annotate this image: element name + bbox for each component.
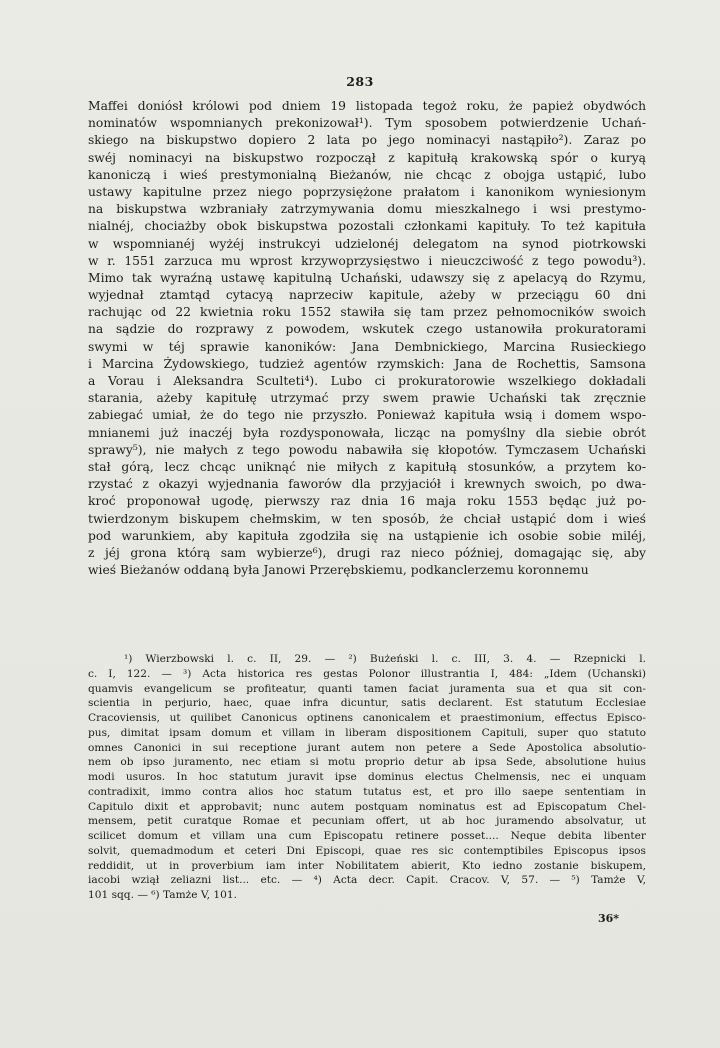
printer-signature-mark: 36* <box>598 912 620 925</box>
footnote-line: omnes Canonici in sui receptione jurant autem non petere a Sede Apostolica absolutio- <box>88 741 646 754</box>
body-line: nominatów wspomnianych prekonizował¹). Tym sposobem potwierdzenie Uchań- <box>88 116 646 131</box>
body-line: skiego na biskupstwo dopiero 2 lata po jego nominacyi nastąpiło²). Zaraz po <box>88 133 646 148</box>
body-line: kroć proponował ugodę, pierwszy raz dnia 16 maja roku 1553 będąc już po- <box>88 494 646 509</box>
body-line: nialnéj, chociażby obok biskupstwa pozostali członkami kapituły. To też kapituła <box>88 219 646 234</box>
body-line: wyjednał ztamtąd cytacyą naprzeciw kapitule, ażeby w przeciągu 60 dni <box>88 288 646 303</box>
body-line: pod warunkiem, aby kapituła zgodziła się na ustąpienie ich osobie sobie miléj, <box>88 528 646 543</box>
body-line: a Vorau i Aleksandra Sculteti⁴). Lubo ci prokuratorowie wszelkiego dokładali <box>88 374 646 388</box>
footnote-line: mensem, petit curatque Romae et pecuniam offert, ut ab hoc juramendo absolvatur, ut <box>88 815 646 828</box>
footnotes <box>88 652 646 903</box>
body-line: swéj nominacyi na biskupstwo rozpoczął z kapitułą krakowską spór o kuryą <box>88 150 646 165</box>
body-line: starania, ażeby kapitułę utrzymać przy swem prawie Uchański tak zręcznie <box>88 391 646 406</box>
footnote-line: scientia in perjurio, haec, quae infra dicuntur, satis declarent. Est statutum Ecclesiae <box>88 697 646 710</box>
body-text <box>88 98 646 579</box>
footnote-line: quamvis evangelicum se profiteatur, quanti tamen faciat juramenta sua et qua sit con- <box>88 682 646 695</box>
body-line: w r. 1551 zarzuca mu wprost krzywoprzysięstwo i nieuczciwość z tego powodu³). <box>88 253 646 268</box>
body-line: mnianemi już inaczéj była rozdysponowała, licząc na pomyślny dla siebie obrót <box>88 425 646 440</box>
body-line: swymi w téj sprawie kanoników: Jana Dembnickiego, Marcina Rusieckiego <box>88 339 646 354</box>
footnote-line: ¹) Wierzbowski l. c. II, 29. — ²) Bużeński l. c. III, 3. 4. — Rzepnicki l. <box>124 653 646 665</box>
body-line: kanoniczą i wieś prestymonialną Bieżanów, nie chcąc z obojga ustąpić, lubo <box>88 167 646 182</box>
body-line: zabiegać umiał, że do tego nie przyszło. Ponieważ kapituła wsią i domem wspo- <box>88 408 646 423</box>
footnote-line: scilicet domum et villam una cum Episcopatu retinere posset.... Neque debita libenter <box>88 830 646 842</box>
footnote-line: solvit, quemadmodum et ceteri Dni Episcopi, quae res sic contemptibiles Episcopus ipsos <box>88 844 646 857</box>
footnote-line: 101 sqq. — ⁶) Tamże V, 101. <box>88 889 237 901</box>
body-line: stał górą, lecz chcąc uniknąć nie miłych z kapitułą stosunków, a przytem ko- <box>88 459 646 474</box>
body-line: rzystać z okazyi wyjednania faworów dla przyjaciół i krewnych swoich, po dwa- <box>88 477 646 492</box>
page-number: 283 <box>346 74 374 89</box>
footnote-line: reddidit, ut in proverbium iam inter Nobilitatem abierit, Kto iedno zostanie biskupem, <box>88 859 646 872</box>
footnote-line: Cracoviensis, ut quilibet Canonicus optinens canonicalem et praestimonium, effectus Episco- <box>88 712 646 724</box>
body-line: i Marcina Żydowskiego, tudzież agentów rzymskich: Jana de Rochettis, Samsona <box>88 356 646 371</box>
footnote-line: contradixit, immo contra alios hoc statum tutatus est, et pro illo saepe sententiam in <box>88 785 646 798</box>
body-line: sprawy⁵), nie małych z tego powodu nabawiła się kłopotów. Tymczasem Uchański <box>88 442 646 457</box>
body-line: na biskupstwa wzbraniały zatrzymywania domu mieszkalnego i wsi prestymo- <box>88 202 646 217</box>
body-line: wieś Bieżanów oddaną była Janowi Przerębskiemu, podkanclerzemu koronnemu <box>88 563 589 578</box>
footnote-line: Capitulo dixit et approbavit; nunc autem postquam nominatus est ad Episcopatum Chel- <box>88 800 646 813</box>
footnote-line: pus, dimitat ipsam domum et villam in liberam dispositionem Capituli, super quo statuto <box>88 726 646 739</box>
body-line: rachując od 22 kwietnia roku 1552 stawiła się tam przez pełnomocników swoich <box>88 305 646 320</box>
footnote-line: modi usuros. In hoc statutum juravit ipse dominus electus Chelmensis, nec ei unquam <box>88 771 646 783</box>
body-line: Mimo tak wyraźną ustawę kapitulną Uchański, udawszy się z apelacyą do Rzymu, <box>88 270 646 285</box>
footnote-line: iacobi wziął zeliazni list... etc. — ⁴) Acta decr. Capit. Cracov. V, 57. — ⁵) Tamże V, <box>88 874 646 887</box>
body-line: ustawy kapitulne przez niego poprzysiężone prałatom i kanonikom wyniesionym <box>88 184 646 199</box>
footnote-line: nem ob ipso juramento, nec etiam si motu proprio detur ab ipsa Sede, absolutione huius <box>88 756 646 769</box>
body-line: w wspomnianéj wyżéj instrukcyi udzielonéj delegatom na synod piotrkowski <box>88 236 646 251</box>
footnote-line: c. I, 122. — ³) Acta historica res gestas Polonor illustrantia I, 484: „Idem (Uchanski) <box>88 667 646 680</box>
body-line: na sądzie do rozprawy z powodem, wskutek czego ustanowiła prokuratorami <box>88 322 646 337</box>
body-line: Maffei doniósł królowi pod dniem 19 listopada tegoż roku, że papież obydwóch <box>88 99 646 113</box>
body-line: z jéj grona którą sam wybierze⁶), drugi raz nieco później, domagając się, aby <box>88 545 646 560</box>
body-line: twierdzonym biskupem chełmskim, w ten sposób, że chciał ustąpić dom i wieś <box>88 511 646 526</box>
